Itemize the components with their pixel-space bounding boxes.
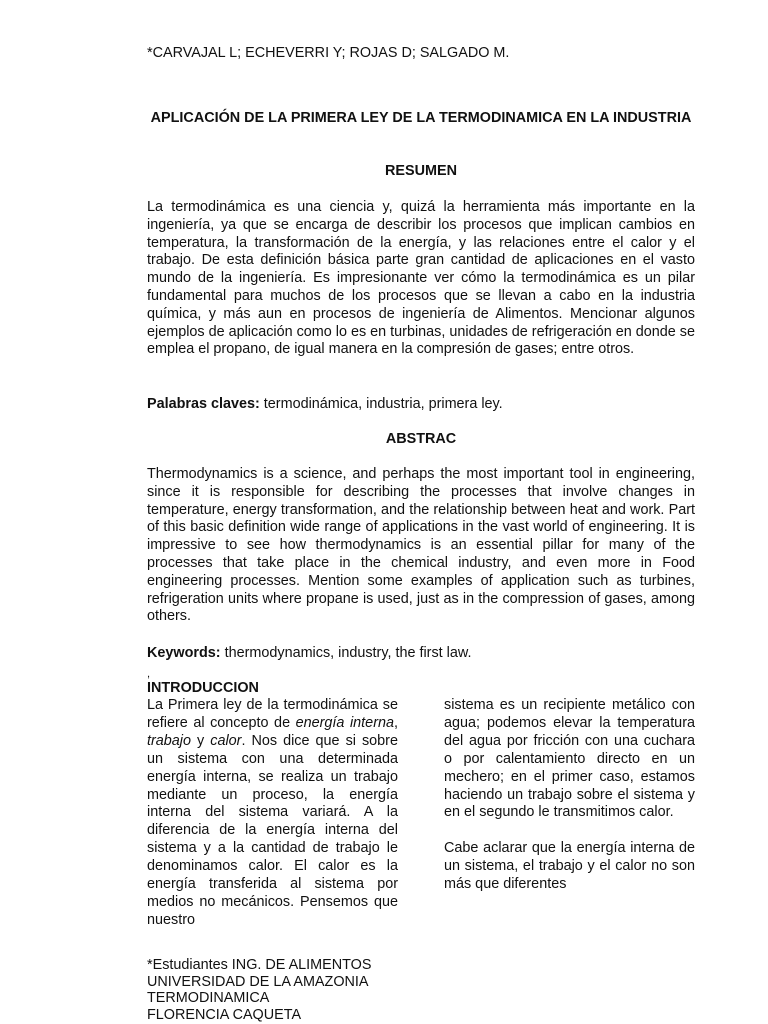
stray-comma: , <box>147 668 151 680</box>
intro-emphasis: energía interna <box>295 714 394 731</box>
resumen-keywords <box>147 396 695 414</box>
intro-right-paragraph-1: sistema es un recipiente metálico con agua; podemos elevar la temperatura del agua por fricción con una cuchara o por calentamiento directo en un mechero; en el primer caso, estamos haciendo un trabajo sobre el sistema y en el segundo le transmitimos calor. <box>444 697 695 821</box>
resumen-keywords-value: termodinámica, industria, primera ley. <box>259 396 503 412</box>
resumen-body: La termodinámica es una ciencia y, quizá la herramienta más importante en la ingeniería, ya que se encarga de describir los procesos que implican cambios en temperatura, la transformación de la energía, y las relaciones entre el calor y el trabajo. De esta definición básica parte gran cantidad de aplicaciones en el vasto mundo de la ingeniería. Es impresionante ver cómo la termodinámica es un pilar fundamental para muchos de los procesos que se llevan a cabo en la industria química, y más aun en procesos de ingeniería de Alimentos. Mencionar algunos ejemplos de aplicación como lo es en turbinas, unidades de refrigeración en donde se emplea el propano, de igual manera en la compresión de gases; entre otros. <box>147 199 695 358</box>
intro-right-paragraph-2: Cabe aclarar que la energía interna de un sistema, el trabajo y el calor no son más que diferentes <box>444 840 695 893</box>
paragraph-spacer <box>444 822 695 840</box>
footnote-block <box>147 957 371 1023</box>
footnote-line: *Estudiantes ING. DE ALIMENTOS <box>147 957 372 973</box>
abstract-keywords-label: Keywords: <box>147 645 221 661</box>
intro-text: La Primera ley de la termodinámica se refiere al concepto de <box>147 697 398 731</box>
abstract-body: Thermodynamics is a science, and perhaps the most important tool in engineering, since it is responsible for describing the processes that involve changes in temperature, energy transformation, and the relationship between heat and work. Part of this basic definition wide range of applications in the vast world of engineering. It is impressive to see how thermodynamics is an essential pillar for many of the processes that take place in the chemical industry, and even more in Food engineering processes. Mention some examples of application such as turbines, refrigeration units where propane is used, just as in the compression of gases, among others. <box>147 466 695 625</box>
intro-text: . Nos dice que si sobre un sistema con una determinada energía interna, se realiza un trabajo mediante un proceso, la energía interna del sistema variará. A la diferencia de la energía interna del sistema y a la cantidad de trabajo le denominamos calor. El calor es la energía transferida al sistema por medios no mecánicos. Pensemos que nuestro <box>147 732 398 928</box>
resumen-heading: RESUMEN <box>385 163 457 179</box>
introduccion-heading: INTRODUCCION <box>147 680 259 696</box>
intro-emphasis: calor <box>210 732 242 749</box>
intro-text: y <box>191 732 211 749</box>
footnote-line: UNIVERSIDAD DE LA AMAZONIA <box>147 973 369 990</box>
intro-emphasis: trabajo <box>147 732 192 749</box>
footnote-line: TERMODINAMICA <box>147 990 270 1006</box>
footnote-line: FLORENCIA CAQUETA <box>147 1006 302 1023</box>
abstract-keywords-value: thermodynamics, industry, the first law. <box>220 645 472 661</box>
authors-line: *CARVAJAL L; ECHEVERRI Y; ROJAS D; SALGADO M. <box>147 45 510 61</box>
paper-title: APLICACIÓN DE LA PRIMERA LEY DE LA TERMODINAMICA EN LA INDUSTRIA <box>150 110 692 126</box>
abstract-keywords <box>147 645 695 663</box>
abstract-heading: ABSTRAC <box>385 431 457 447</box>
intro-left-column <box>147 697 398 930</box>
intro-text: , <box>394 714 398 731</box>
intro-right-column <box>444 697 695 894</box>
resumen-keywords-label: Palabras claves: <box>147 396 260 412</box>
